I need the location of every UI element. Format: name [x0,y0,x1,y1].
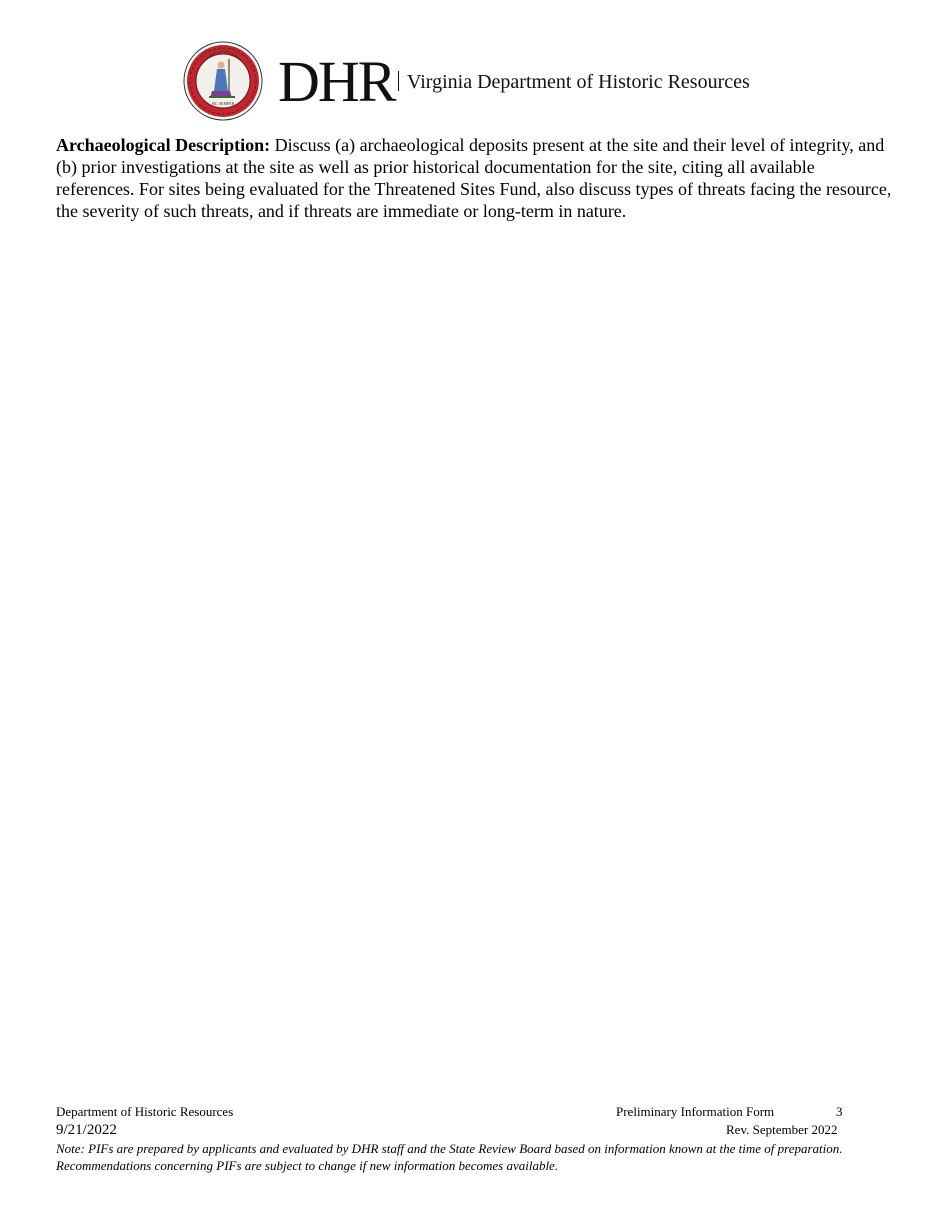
department-name: Virginia Department of Historic Resources [407,71,750,93]
page-header [183,41,783,121]
footer-note-line-2: Recommendations concerning PIFs are subject to change if new information becomes available. [56,1158,559,1173]
footer-note [56,1140,856,1174]
svg-text:SIC SEMPER: SIC SEMPER [211,101,235,106]
dhr-logo-text: DHR [278,49,395,114]
archaeological-description [56,134,894,222]
header-divider [398,71,399,91]
footer-organization: Department of Historic Resources [56,1104,234,1119]
page-footer [56,1103,856,1174]
section-instructions: Discuss (a) archaeological deposits present at the site and their level of integrity, and (b) prior investigations at the site as well as prior historical documentation for the site, citing all available references. For sites being evaluated for the Threatened Sites Fund, also discuss types of threats facing the resource, the severity of such threats, and if threats are immediate or long-term in nature. [56,135,892,221]
footer-revision: Rev. September 2022 [726,1122,838,1137]
footer-note-line-1: Note: PIFs are prepared by applicants and evaluated by DHR staff and the State Review Board based on information known at the time of preparation. [56,1141,843,1156]
section-label: Archaeological Description: [56,135,271,155]
virginia-state-seal-icon [183,41,263,121]
footer-row-top [56,1103,856,1121]
footer-date: 9/21/2022 [56,1122,117,1138]
footer-row-bottom [56,1121,856,1139]
footer-form-name: Preliminary Information Form [616,1104,775,1119]
footer-page-number: 3 [836,1104,843,1119]
